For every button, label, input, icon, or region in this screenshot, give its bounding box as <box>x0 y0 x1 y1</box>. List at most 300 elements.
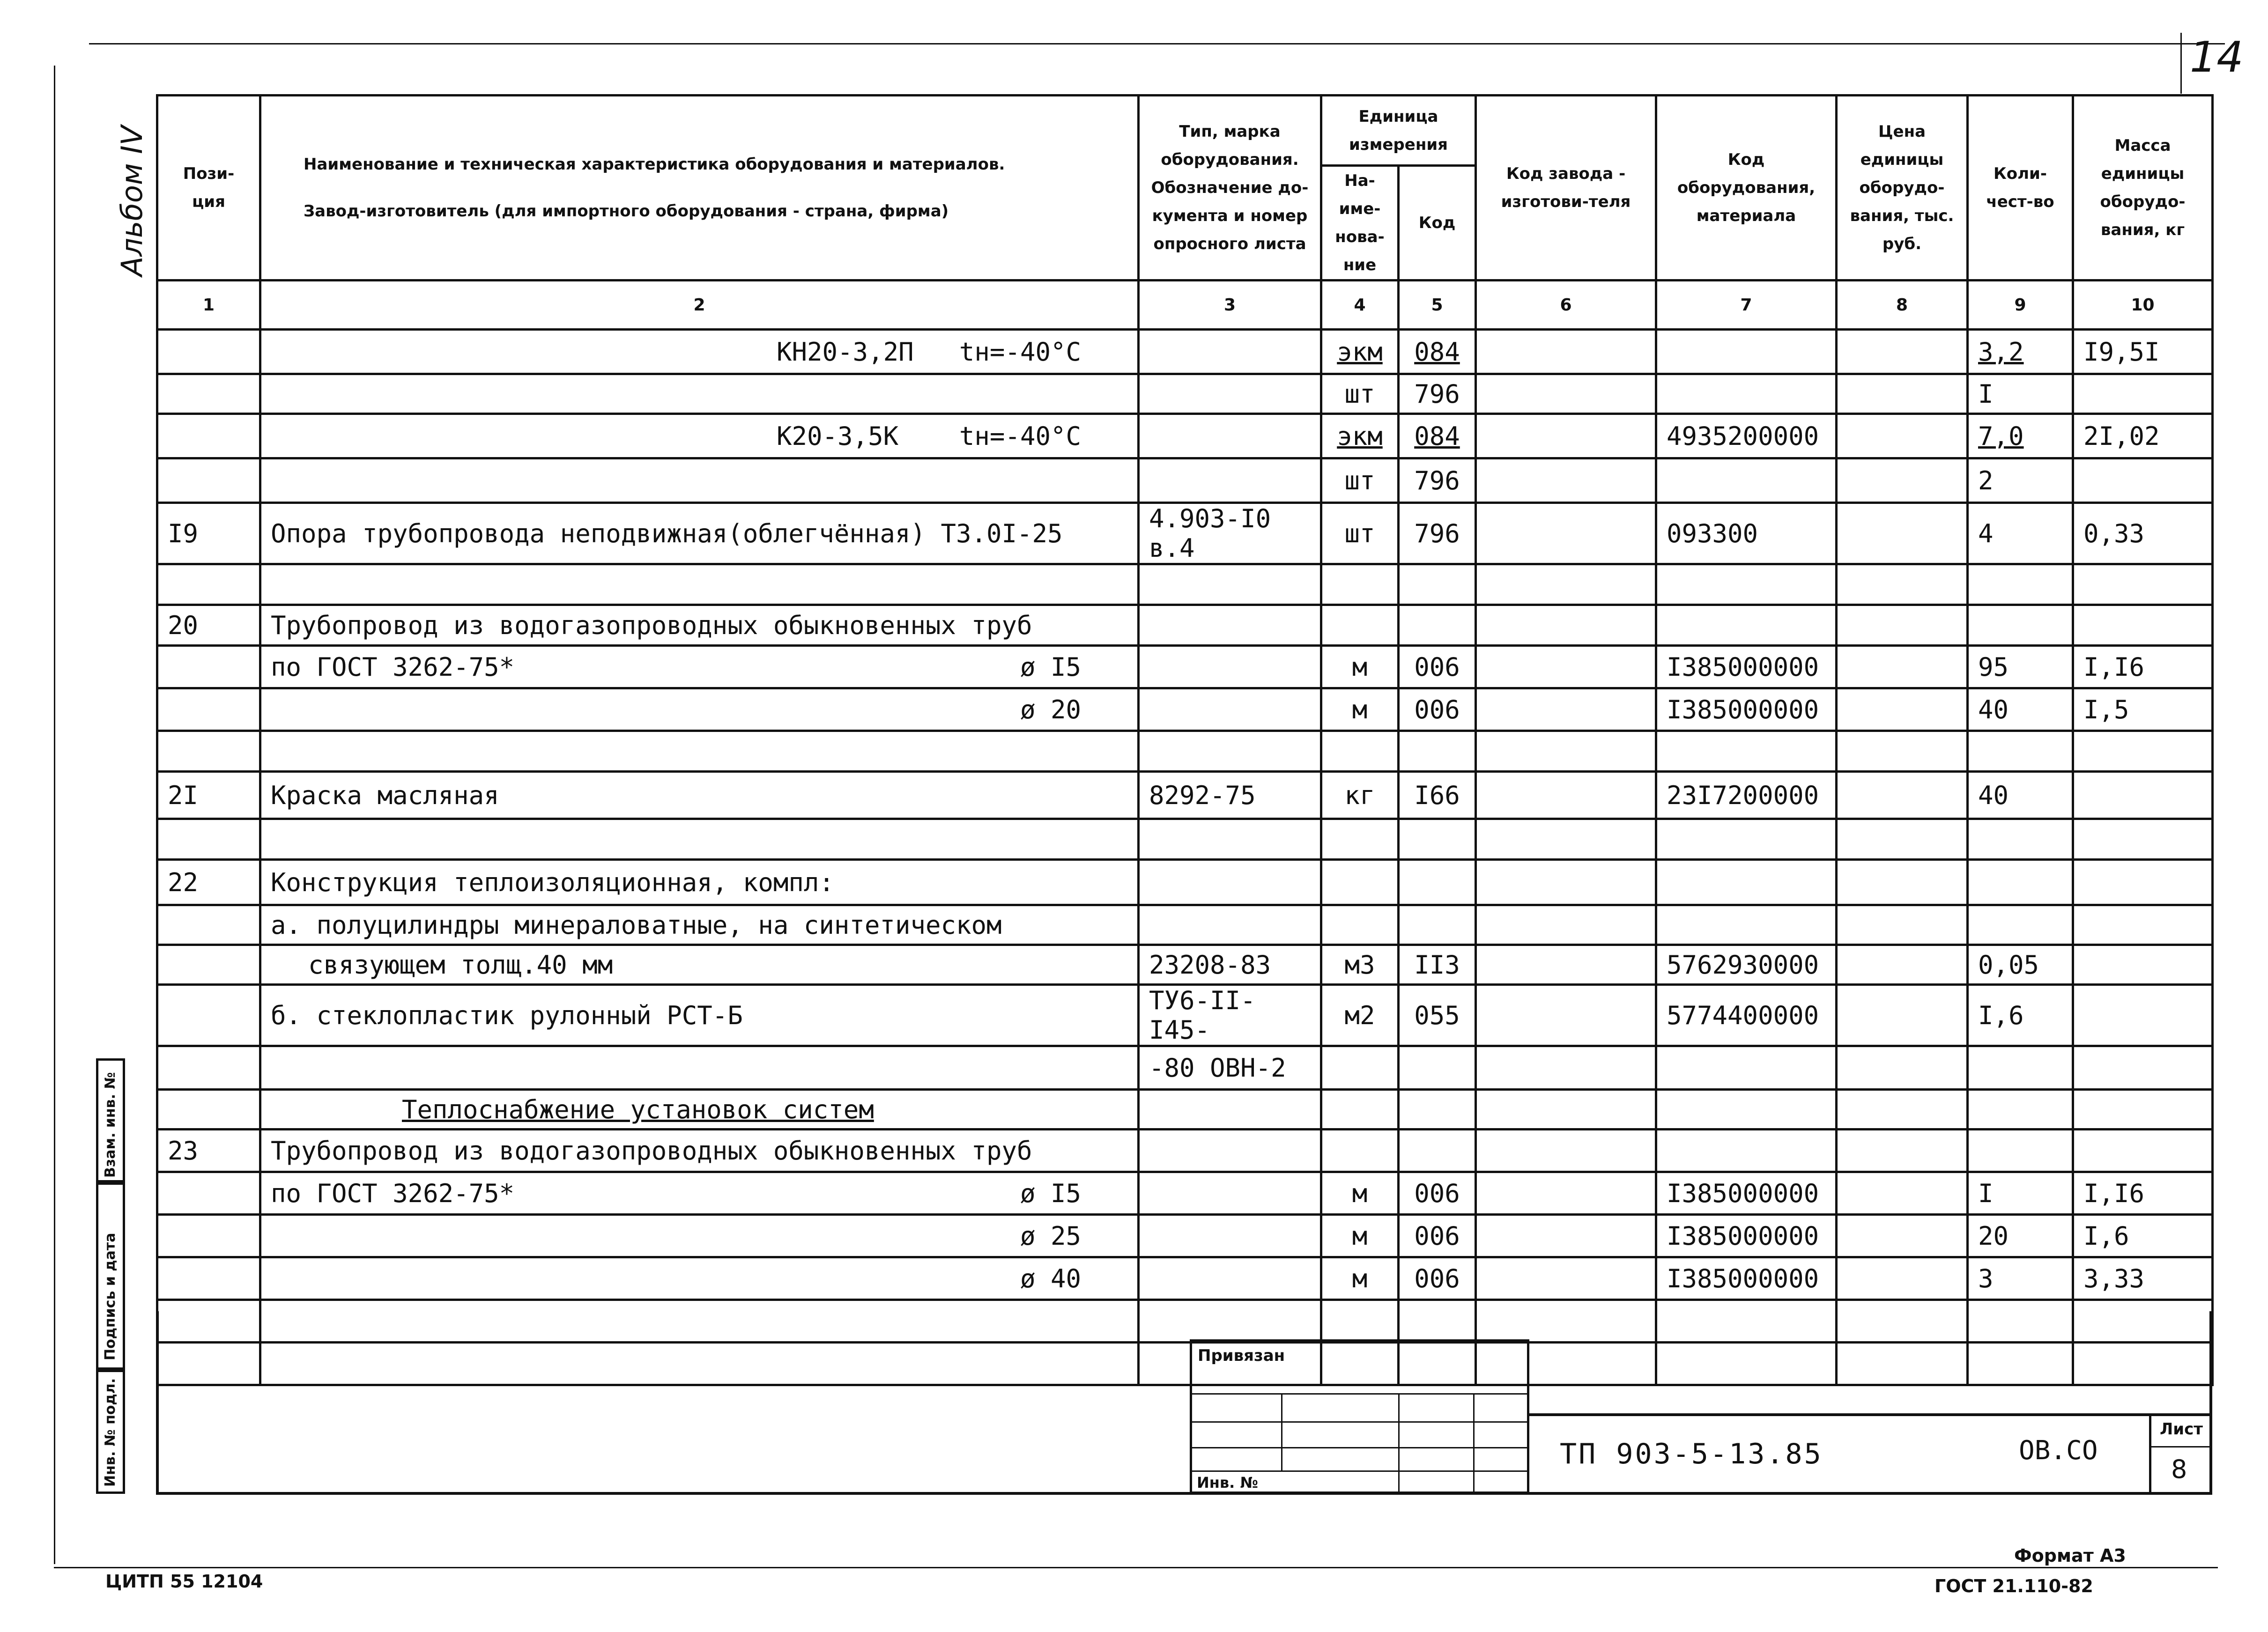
stamp-inv-podl <box>96 1367 125 1494</box>
corner-number-divider <box>2180 33 2182 94</box>
cell-factory <box>1476 564 1656 605</box>
cell-qty <box>1968 860 2073 905</box>
cell-name <box>260 1300 1139 1343</box>
cell-code <box>1399 688 1476 731</box>
cell-pos <box>157 646 260 688</box>
cell-unit <box>1321 503 1399 564</box>
row-mass: I,6 <box>2083 1221 2129 1251</box>
row-qty: I <box>1978 379 1994 409</box>
cell-mass <box>2073 819 2213 860</box>
row-qty: 0,05 <box>1978 950 2039 980</box>
cell-code <box>1399 646 1476 688</box>
cell-doc <box>1139 414 1321 458</box>
cell-factory <box>1476 985 1656 1046</box>
row-unit: м3 <box>1344 950 1375 980</box>
row-extra <box>1081 950 1128 980</box>
cell-qty <box>1968 1172 2073 1215</box>
row-unit: м <box>1352 1263 1368 1293</box>
cell-pos <box>157 330 260 374</box>
cell-doc <box>1139 605 1321 646</box>
row-qty: 7,0 <box>1978 421 2024 451</box>
cell-material <box>1656 1343 1837 1385</box>
cell-doc <box>1139 945 1321 985</box>
cell-qty <box>1968 1130 2073 1172</box>
cell-price <box>1837 374 1968 414</box>
privyazan-vline1 <box>1281 1393 1282 1470</box>
list-box-divider <box>2151 1446 2212 1447</box>
cell-name <box>260 330 1139 374</box>
cell-factory <box>1476 772 1656 819</box>
cell-name <box>260 772 1139 819</box>
header-quantity: Коли-чест-во <box>1968 96 2073 281</box>
cell-unit <box>1321 330 1399 374</box>
cell-mass <box>2073 1257 2213 1300</box>
row-mass: I9,5I <box>2083 337 2160 367</box>
cell-qty <box>1968 503 2073 564</box>
cell-code <box>1399 564 1476 605</box>
col-num: 9 <box>1968 281 2073 330</box>
cell-pos <box>157 945 260 985</box>
cell-factory <box>1476 1046 1656 1090</box>
row-code: 084 <box>1414 421 1460 451</box>
header-type: Тип, марка оборудования. Обозначение до-кумента и номер опросного листа <box>1139 96 1321 281</box>
cell-unit <box>1321 688 1399 731</box>
cell-mass <box>2073 1300 2213 1343</box>
row-material: 4935200000 <box>1667 421 1819 451</box>
cell-unit <box>1321 1172 1399 1215</box>
col-num: 4 <box>1321 281 1399 330</box>
cell-material <box>1656 374 1837 414</box>
table-row <box>157 819 2213 860</box>
header-name <box>260 96 1139 281</box>
cell-doc <box>1139 374 1321 414</box>
row-code: 006 <box>1414 652 1460 682</box>
cell-code <box>1399 1172 1476 1215</box>
cell-name <box>260 1257 1139 1300</box>
cell-name <box>260 605 1139 646</box>
cell-mass <box>2073 1046 2213 1090</box>
row-unit: кг <box>1344 780 1375 810</box>
cell-material <box>1656 1130 1837 1172</box>
cell-name <box>260 945 1139 985</box>
cell-factory <box>1476 458 1656 503</box>
cell-unit <box>1321 564 1399 605</box>
row-name: по ГОСТ 3262-75* <box>271 652 515 682</box>
header-price: Цена единицы оборудо-вания, тыс. руб. <box>1837 96 1968 281</box>
header-unit-name: На-име-нова-ние <box>1321 166 1399 281</box>
cell-factory <box>1476 1090 1656 1130</box>
table-row <box>157 1130 2213 1172</box>
table-row <box>157 860 2213 905</box>
cell-mass <box>2073 646 2213 688</box>
row-name: Краска масляная <box>271 780 499 810</box>
cell-doc <box>1139 688 1321 731</box>
col-num: 2 <box>260 281 1139 330</box>
cell-material <box>1656 458 1837 503</box>
row-pos: 20 <box>168 610 199 640</box>
cell-doc <box>1139 985 1321 1046</box>
column-numbers-row <box>157 281 2213 330</box>
table-row <box>157 772 2213 819</box>
row-pos: 2I <box>168 780 199 810</box>
header-unit-code: Код <box>1399 166 1476 281</box>
cell-name <box>260 688 1139 731</box>
cell-doc <box>1139 1300 1321 1343</box>
cell-mass <box>2073 605 2213 646</box>
row-code: 796 <box>1414 465 1460 495</box>
cell-mass <box>2073 414 2213 458</box>
cell-factory <box>1476 374 1656 414</box>
cell-unit <box>1321 605 1399 646</box>
row-extra <box>1081 868 1128 897</box>
row-extra <box>1081 611 1128 640</box>
cell-factory <box>1476 1215 1656 1257</box>
header-name-line1: Наименование и техническая характеристика оборудования и материалов. <box>304 155 1005 174</box>
row-qty: 3 <box>1978 1263 1994 1293</box>
cell-pos <box>157 1090 260 1130</box>
row-mass: 3,33 <box>2083 1263 2145 1293</box>
row-unit: м <box>1352 1178 1368 1208</box>
cell-material <box>1656 905 1837 945</box>
cell-price <box>1837 330 1968 374</box>
album-label: Альбом IV <box>115 126 149 276</box>
cell-unit <box>1321 414 1399 458</box>
list-box <box>2149 1413 2210 1494</box>
cell-name <box>260 1046 1139 1090</box>
cell-unit <box>1321 1046 1399 1090</box>
cell-name <box>260 819 1139 860</box>
row-material: 5774400000 <box>1667 1000 1819 1030</box>
row-material: 5762930000 <box>1667 950 1819 980</box>
cell-mass <box>2073 458 2213 503</box>
row-unit: м <box>1352 694 1368 724</box>
row-mass: 0,33 <box>2083 518 2145 548</box>
cell-mass <box>2073 1172 2213 1215</box>
table-row <box>157 1090 2213 1130</box>
cell-pos <box>157 1172 260 1215</box>
row-name: а. полуцилиндры минераловатные, на синтетическом <box>271 910 1002 940</box>
table-row <box>157 945 2213 985</box>
cell-doc <box>1139 1257 1321 1300</box>
row-name: К20-3,5К <box>777 421 899 451</box>
cell-doc <box>1139 1090 1321 1130</box>
cell-pos <box>157 688 260 731</box>
cell-mass <box>2073 1130 2213 1172</box>
header-position: Пози-ция <box>157 96 260 281</box>
cell-mass <box>2073 945 2213 985</box>
cell-factory <box>1476 330 1656 374</box>
cell-pos <box>157 1343 260 1385</box>
list-number: 8 <box>2171 1455 2187 1484</box>
cell-mass <box>2073 374 2213 414</box>
cell-qty <box>1968 985 2073 1046</box>
cell-name <box>260 731 1139 772</box>
cell-material <box>1656 605 1837 646</box>
table-row <box>157 605 2213 646</box>
privyazan-line2 <box>1192 1421 1529 1423</box>
table-row <box>157 731 2213 772</box>
row-extra <box>1081 781 1128 810</box>
cell-price <box>1837 1215 1968 1257</box>
cell-material <box>1656 1300 1837 1343</box>
row-code: II3 <box>1414 950 1460 980</box>
cell-doc <box>1139 1130 1321 1172</box>
cell-code <box>1399 503 1476 564</box>
cell-pos <box>157 1215 260 1257</box>
cell-factory <box>1476 1172 1656 1215</box>
row-doc: 4.903-I0 в.4 <box>1149 504 1271 563</box>
cell-price <box>1837 688 1968 731</box>
cell-unit <box>1321 1090 1399 1130</box>
cell-qty <box>1968 819 2073 860</box>
cell-material <box>1656 330 1837 374</box>
table-row <box>157 414 2213 458</box>
cell-price <box>1837 1046 1968 1090</box>
frame-left-bottom <box>156 1311 159 1494</box>
cell-code <box>1399 819 1476 860</box>
row-name: б. стеклопластик рулонный РСТ-Б <box>271 1000 743 1030</box>
cell-code <box>1399 1130 1476 1172</box>
cell-factory <box>1476 1300 1656 1343</box>
cell-mass <box>2073 330 2213 374</box>
cell-pos <box>157 985 260 1046</box>
cell-pos <box>157 1257 260 1300</box>
col-num: 8 <box>1837 281 1968 330</box>
row-extra: ø I5 <box>1020 652 1081 682</box>
stamp-vzam-inv-text: Взам. инв. № <box>102 1072 119 1178</box>
privyazan-line3 <box>1192 1447 1529 1448</box>
row-material: I385000000 <box>1667 1263 1819 1293</box>
cell-qty <box>1968 458 2073 503</box>
cell-doc <box>1139 503 1321 564</box>
footer-gost: ГОСТ 21.110-82 <box>1934 1576 2093 1596</box>
row-material: I385000000 <box>1667 1178 1819 1208</box>
cell-doc <box>1139 1215 1321 1257</box>
privyazan-label: Привязан <box>1198 1346 1285 1365</box>
title-block-top <box>1529 1413 2211 1416</box>
cell-pos <box>157 458 260 503</box>
cell-code <box>1399 414 1476 458</box>
cell-name <box>260 646 1139 688</box>
row-mass: I,I6 <box>2083 1178 2145 1208</box>
sheet-corner-number: 14 <box>2190 33 2244 82</box>
cell-qty <box>1968 1046 2073 1090</box>
row-extra <box>1081 1001 1128 1030</box>
row-name: КН20-3,2П <box>777 337 914 367</box>
row-doc: -80 ОВН-2 <box>1149 1053 1286 1083</box>
cell-material <box>1656 819 1837 860</box>
cell-material <box>1656 1172 1837 1215</box>
cell-mass <box>2073 1343 2213 1385</box>
cell-material <box>1656 945 1837 985</box>
row-material: I385000000 <box>1667 694 1819 724</box>
row-code: 055 <box>1414 1000 1460 1030</box>
cell-unit <box>1321 772 1399 819</box>
row-extra: ø 40 <box>1020 1263 1081 1293</box>
cell-factory <box>1476 905 1656 945</box>
cell-unit <box>1321 1300 1399 1343</box>
row-material: I385000000 <box>1667 652 1819 682</box>
cell-material <box>1656 985 1837 1046</box>
row-code: 006 <box>1414 694 1460 724</box>
cell-price <box>1837 860 1968 905</box>
row-unit: экм <box>1337 421 1383 451</box>
cell-factory <box>1476 731 1656 772</box>
row-pos: 22 <box>168 867 199 897</box>
row-qty: 20 <box>1978 1221 2009 1251</box>
table-row <box>157 503 2213 564</box>
cell-qty <box>1968 414 2073 458</box>
row-name: Трубопровод из водогазопроводных обыкновенных труб <box>271 610 1032 640</box>
table-row <box>157 458 2213 503</box>
row-unit: шт <box>1344 379 1375 409</box>
cell-material <box>1656 564 1837 605</box>
cell-pos <box>157 605 260 646</box>
cell-unit <box>1321 1130 1399 1172</box>
table-row <box>157 1215 2213 1257</box>
cell-unit <box>1321 1215 1399 1257</box>
cell-qty <box>1968 945 2073 985</box>
cell-price <box>1837 1257 1968 1300</box>
table-row <box>157 1172 2213 1215</box>
cell-pos <box>157 1046 260 1090</box>
table-row <box>157 1300 2213 1343</box>
cell-mass <box>2073 905 2213 945</box>
stamp-podpis <box>96 1180 125 1372</box>
col-num: 3 <box>1139 281 1321 330</box>
cell-pos <box>157 905 260 945</box>
row-unit: шт <box>1344 518 1375 548</box>
cell-mass <box>2073 1090 2213 1130</box>
row-code: I66 <box>1414 780 1460 810</box>
cell-name <box>260 458 1139 503</box>
cell-material <box>1656 1046 1837 1090</box>
cell-mass <box>2073 772 2213 819</box>
cell-mass <box>2073 1215 2213 1257</box>
cell-price <box>1837 564 1968 605</box>
cell-price <box>1837 945 1968 985</box>
table-row <box>157 688 2213 731</box>
header-mass: Масса единицы оборудо-вания, кг <box>2073 96 2213 281</box>
table-row <box>157 1343 2213 1385</box>
top-frame-line <box>89 43 2225 44</box>
row-qty: 95 <box>1978 652 2009 682</box>
cell-factory <box>1476 503 1656 564</box>
table-row <box>157 564 2213 605</box>
row-extra: tн=-40°C <box>959 337 1081 367</box>
row-name: по ГОСТ 3262-75* <box>271 1178 515 1208</box>
cell-doc <box>1139 772 1321 819</box>
cell-mass <box>2073 503 2213 564</box>
cell-price <box>1837 605 1968 646</box>
cell-name <box>260 1343 1139 1385</box>
cell-qty <box>1968 1215 2073 1257</box>
row-extra: ø I5 <box>1020 1178 1081 1208</box>
row-name: Опора трубопровода неподвижная(облегчённая) Т3.0I-25 <box>271 518 1063 548</box>
row-unit: м <box>1352 1221 1368 1251</box>
row-qty: 3,2 <box>1978 337 2024 367</box>
cell-pos <box>157 860 260 905</box>
cell-qty <box>1968 688 2073 731</box>
row-mass: 2I,02 <box>2083 421 2160 451</box>
row-doc: 23208-83 <box>1149 950 1271 980</box>
cell-code <box>1399 330 1476 374</box>
cell-mass <box>2073 731 2213 772</box>
row-name: Теплоснабжение установок систем <box>402 1094 874 1124</box>
left-margin-line <box>54 66 55 1564</box>
cell-code <box>1399 985 1476 1046</box>
row-material: 093300 <box>1667 518 1758 548</box>
cell-material <box>1656 1090 1837 1130</box>
cell-factory <box>1476 646 1656 688</box>
footer-left: ЦИТП 55 12104 <box>105 1571 263 1592</box>
cell-name <box>260 503 1139 564</box>
cell-code <box>1399 374 1476 414</box>
cell-price <box>1837 1300 1968 1343</box>
cell-pos <box>157 414 260 458</box>
doc-designation: ТП 903-5-13.85 <box>1560 1438 1823 1470</box>
row-code: 006 <box>1414 1263 1460 1293</box>
row-unit: экм <box>1337 337 1383 367</box>
cell-code <box>1399 1257 1476 1300</box>
cell-pos <box>157 1130 260 1172</box>
cell-pos <box>157 731 260 772</box>
cell-material <box>1656 1257 1837 1300</box>
cell-code <box>1399 860 1476 905</box>
row-extra <box>1081 519 1128 548</box>
inv-no-label: Инв. № <box>1197 1474 1258 1492</box>
row-extra: tн=-40°C <box>959 421 1081 451</box>
cell-code <box>1399 731 1476 772</box>
stamp-inv-podl-text: Инв. № подл. <box>102 1378 119 1487</box>
cell-name <box>260 374 1139 414</box>
cell-pos <box>157 374 260 414</box>
cell-name <box>260 1172 1139 1215</box>
cell-doc <box>1139 905 1321 945</box>
col-num: 1 <box>157 281 260 330</box>
row-mass: I,I6 <box>2083 652 2145 682</box>
row-extra <box>1081 910 1128 940</box>
list-label: Лист <box>2160 1420 2203 1439</box>
cell-factory <box>1476 860 1656 905</box>
cell-price <box>1837 1130 1968 1172</box>
cell-factory <box>1476 1257 1656 1300</box>
row-extra <box>1081 1136 1128 1166</box>
cell-unit <box>1321 985 1399 1046</box>
bottom-frame-line <box>54 1567 2218 1568</box>
cell-material <box>1656 688 1837 731</box>
cell-price <box>1837 985 1968 1046</box>
cell-code <box>1399 945 1476 985</box>
cell-doc <box>1139 564 1321 605</box>
row-code: 796 <box>1414 379 1460 409</box>
cell-material <box>1656 414 1837 458</box>
row-name: связующем толщ.40 мм <box>308 950 613 980</box>
col-num: 7 <box>1656 281 1837 330</box>
cell-name <box>260 860 1139 905</box>
stamp-podpis-text: Подпись и дата <box>102 1233 119 1360</box>
cell-factory <box>1476 1130 1656 1172</box>
privyazan-line1 <box>1192 1393 1529 1395</box>
footer-format: Формат А3 <box>2014 1545 2126 1566</box>
cell-factory <box>1476 605 1656 646</box>
row-unit: м2 <box>1344 1000 1375 1030</box>
cell-qty <box>1968 1257 2073 1300</box>
cell-unit <box>1321 860 1399 905</box>
table-row <box>157 1046 2213 1090</box>
cell-unit <box>1321 458 1399 503</box>
cell-price <box>1837 458 1968 503</box>
